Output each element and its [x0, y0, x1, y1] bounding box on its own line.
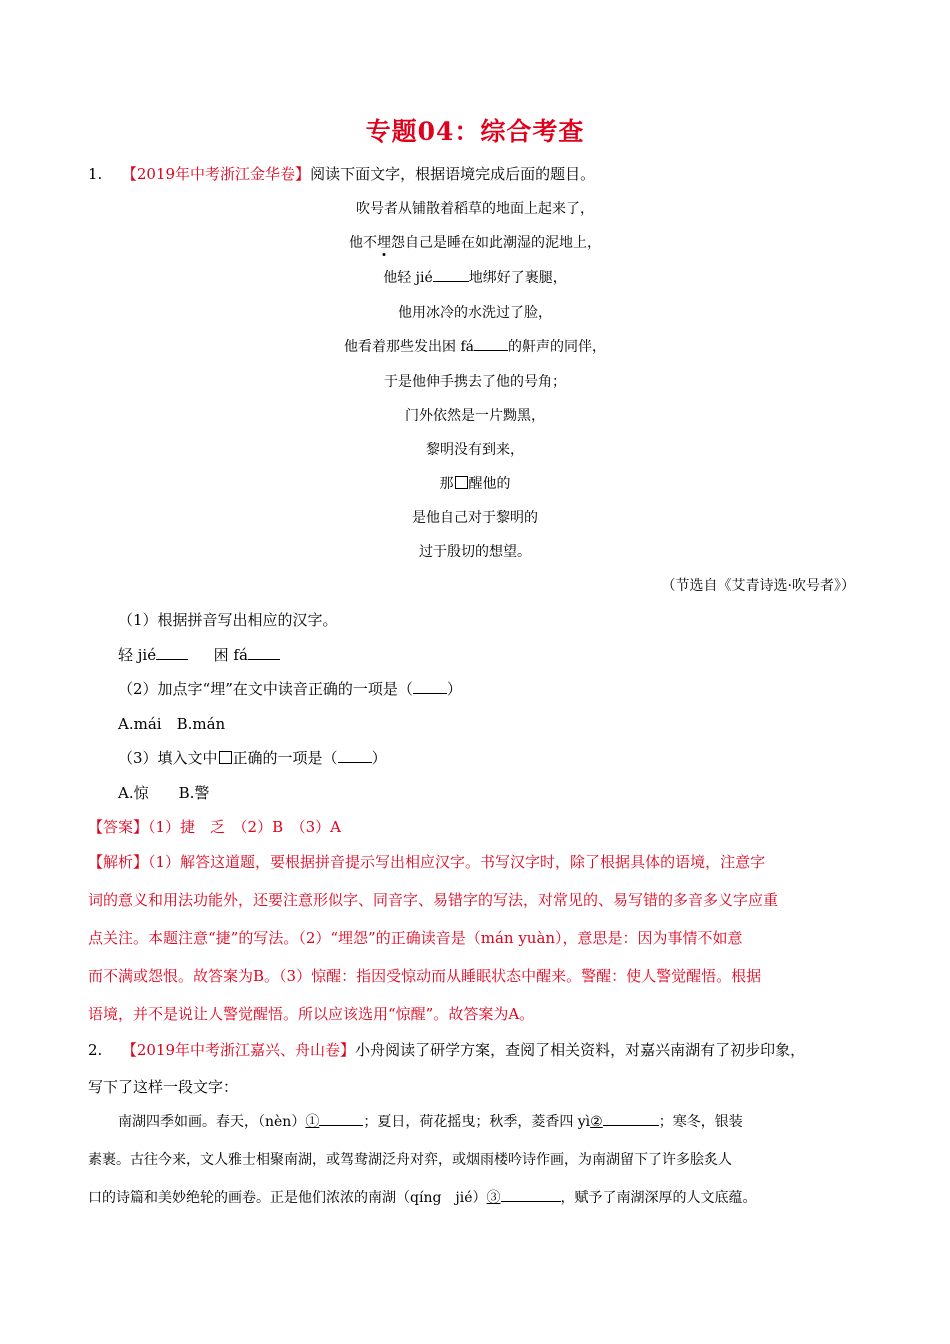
q2-number: 2.	[88, 1041, 103, 1059]
q1-analysis-line-5: 语境，并不是说让人警觉醒悟。所以应该选用“惊醒”。故答案为A。	[88, 1005, 535, 1023]
poem-line-7: 门外依然是一片黝黑，	[405, 408, 545, 424]
q1-header	[88, 164, 595, 184]
poem-line-6: 于是他伸手携去了他的号角；	[384, 374, 566, 390]
poem-line-3: 他轻 jié 地绑好了裹腿，	[383, 270, 567, 286]
q1-sub2-options: A.mái B.mán	[118, 715, 226, 733]
q1-number: 1.	[88, 165, 103, 183]
fill-blank[interactable]	[433, 281, 469, 282]
poem-line-10: 是他自己对于黎明的	[412, 510, 538, 526]
square-box-icon	[219, 751, 232, 764]
q1-sub3: （3）填入文中 正确的一项是（ ）	[118, 749, 387, 767]
dotted-char: 埋	[377, 235, 391, 251]
q2-passage-line-2: 素裹。古往今来，文人雅士相聚南湖，或驾鸯湖泛舟对弈，或烟雨楼吟诗作画，为南湖留下了许多脍炙人	[88, 1152, 732, 1168]
poem-line-9: 那 醒他的	[439, 476, 511, 492]
answer-blank[interactable]	[248, 659, 280, 660]
fill-blank[interactable]	[319, 1125, 363, 1126]
q2-source: 【2019年中考浙江嘉兴、舟山卷】	[121, 1041, 356, 1059]
q2-prompt-line-2: 写下了这样一段文字：	[88, 1078, 239, 1096]
fill-blank[interactable]	[603, 1125, 659, 1126]
q2-prompt: 小舟阅读了研学方案，查阅了相关资料，对嘉兴南湖有了初步印象，	[355, 1041, 806, 1059]
blank-marker-3: ③	[486, 1190, 501, 1206]
q1-sub2: （2）加点字“埋”在文中读音正确的一项是（ ）	[118, 680, 462, 698]
poem-line-4: 他用冰冷的水洗过了脸，	[398, 305, 552, 321]
square-box-icon	[455, 476, 468, 489]
q2-header	[88, 1040, 805, 1060]
poem-line-2: 他不埋怨自己是睡在如此潮湿的泥地上，	[349, 235, 601, 251]
answer-label: 【答案】	[88, 818, 149, 836]
blank-marker-1: ①	[305, 1114, 320, 1130]
answer-blank[interactable]	[413, 693, 447, 694]
poem-line-11: 过于殷切的想望。	[419, 544, 531, 560]
q1-analysis-line-2: 词的意义和用法功能外，还要注意形似字、同音字、易错字的写法，对常见的、易写错的多音多义字应重	[88, 891, 779, 909]
q1-analysis-line-4: 而不满或怨恨。故答案为B。（3）惊醒：指因受惊动而从睡眠状态中醒来。警醒：使人警觉醒悟。根据	[88, 967, 762, 985]
analysis-label: 【解析】	[88, 853, 149, 871]
answer-blank[interactable]	[338, 762, 372, 763]
page-title: 专题04：综合考查	[365, 117, 585, 146]
poem-line-8: 黎明没有到来，	[426, 442, 524, 458]
poem-citation: （节选自《艾青诗选·吹号者》）	[661, 578, 855, 594]
q1-answer	[88, 817, 341, 837]
q1-sub3-options: A.惊 B.警	[118, 784, 210, 802]
blank-marker-2: ②	[590, 1114, 603, 1130]
fill-blank[interactable]	[501, 1201, 561, 1202]
poem-line-5: 他看着那些发出困 fá 的鼾声的同伴，	[344, 339, 606, 355]
q2-passage-line-3: 口的诗篇和美妙绝轮的画卷。正是他们浓浓的南湖（qíng jié）③ ，赋予了南湖深厚的人文底蕴。	[88, 1190, 757, 1206]
q1-sub1-blanks: 轻 jié 困 fá	[118, 645, 280, 665]
q1-sub1: （1）根据拼音写出相应的汉字。	[118, 611, 338, 629]
poem-line-1: 吹号者从铺散着稻草的地面上起来了，	[356, 201, 594, 217]
q2-passage-line-1: 南湖四季如画。春天，（nèn）① ；夏日，荷花摇曳；秋季，菱香四 yì② ；寒冬，银装	[118, 1114, 743, 1130]
answer-blank[interactable]	[156, 659, 188, 660]
q1-source: 【2019年中考浙江金华卷】	[121, 165, 311, 183]
q1-analysis-line-1: 【解析】（1）解答这道题，要根据拼音提示写出相应汉字。书写汉字时，除了根据具体的语境，注意字	[88, 853, 766, 871]
fill-blank[interactable]	[474, 350, 508, 351]
q1-analysis-line-3: 点关注。本题注意“捷”的写法。（2）“埋怨”的正确读音是（mán yuàn），意思是：因为事情不如意	[88, 929, 743, 947]
answer-text: （1）捷 乏 （2）B （3）A	[148, 818, 342, 836]
q1-prompt: 阅读下面文字，根据语境完成后面的题目。	[310, 165, 596, 183]
